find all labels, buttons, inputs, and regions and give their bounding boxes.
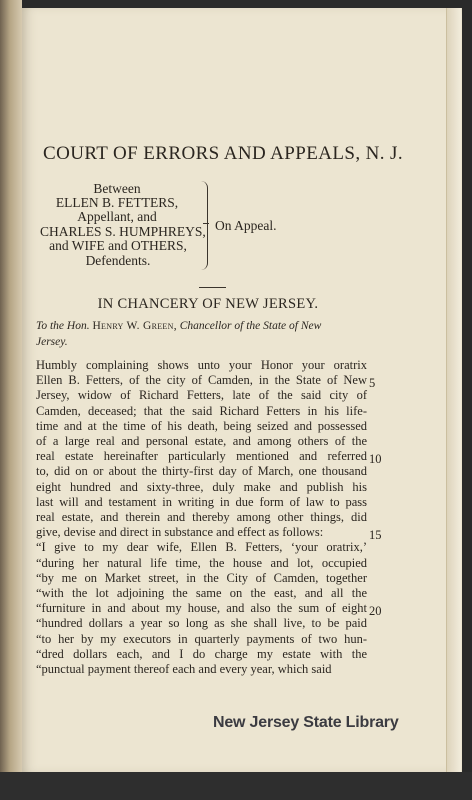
body-line: “to her by my executors in quarterly payments of two hun-: [36, 631, 367, 646]
body-line: real estate, and therein and thereby among other things, did: [36, 510, 367, 524]
divider: [199, 287, 226, 288]
body-line: “dred dollars each, and I do charge my estate with the: [36, 646, 367, 661]
body-line: “I give to my dear wife, Ellen B. Fetters, ‘your oratrix,’: [36, 540, 367, 555]
address-name: Henry W. Green,: [92, 320, 177, 332]
body-line: to, did on or about the thirty-first day of March, one thousand: [36, 464, 367, 479]
bracket-tip: [203, 223, 209, 230]
party-line: Appellant, and: [77, 209, 157, 224]
party-line: and WIFE and OTHERS,: [49, 238, 187, 253]
address-prefix: To the Hon.: [36, 320, 90, 332]
body-line: last will and testament in writing in due form of law to pass: [36, 494, 367, 509]
library-stamp: New Jersey State Library: [213, 714, 399, 731]
party-line: CHARLES S. HUMPHREYS,: [40, 224, 206, 239]
party-line: Defendents.: [85, 253, 151, 268]
court-heading: COURT OF ERRORS AND APPEALS, N. J.: [43, 143, 403, 164]
body-line: “with the lot adjoining the same on the east, and all the: [36, 586, 367, 600]
line-number: 5: [369, 376, 376, 390]
chancery-heading: IN CHANCERY OF NEW JERSEY.: [97, 296, 319, 312]
address-line-2: Jersey.: [36, 336, 68, 348]
book-binding-edge: [0, 0, 22, 800]
body-line: “punctual payment thereof each and every year, which said: [36, 662, 332, 676]
body-line: Camden, deceased; that the said Richard Fetters in his life-: [36, 403, 367, 418]
body-line: time and at the time of his death, being seized and possessed: [36, 418, 367, 433]
body-line: give, devise and direct in substance and effect as follows:: [36, 525, 324, 540]
body-line: “hundred dollars a year so long as she shall live, to be paid: [36, 616, 367, 631]
body-line: Jersey, widow of Richard Fetters, late of the said city of: [36, 388, 367, 403]
line-number: 20: [369, 604, 382, 618]
body-line: “by me on Market street, in the City of Camden, together: [36, 570, 367, 585]
body-line: real estate hereinafter particularly mentioned and referred: [36, 449, 367, 464]
body-line: “furniture in and about my house, and also the sum of eight: [36, 601, 367, 616]
body-line: of a large real and personal estate, and among others of the: [36, 434, 367, 448]
page-edge: [446, 8, 461, 772]
line-number: 15: [369, 528, 382, 542]
body-line: eight hundred and sixty-three, duly make and publish his: [36, 479, 367, 494]
line-number: 10: [369, 452, 382, 466]
party-line: Between: [93, 181, 141, 196]
address-line: [36, 320, 321, 332]
body-line: “during her natural life time, the house and lot, occupied: [36, 555, 367, 570]
scan-background: [0, 772, 472, 800]
body-line: Ellen B. Fetters, of the city of Camden, in the State of New: [36, 373, 367, 388]
address-title: Chancellor of the State of New: [179, 320, 322, 332]
on-appeal-label: On Appeal.: [215, 218, 277, 233]
party-line: ELLEN B. FETTERS,: [55, 195, 179, 210]
body-line: Humbly complaining shows unto your Honor your oratrix: [36, 358, 367, 372]
